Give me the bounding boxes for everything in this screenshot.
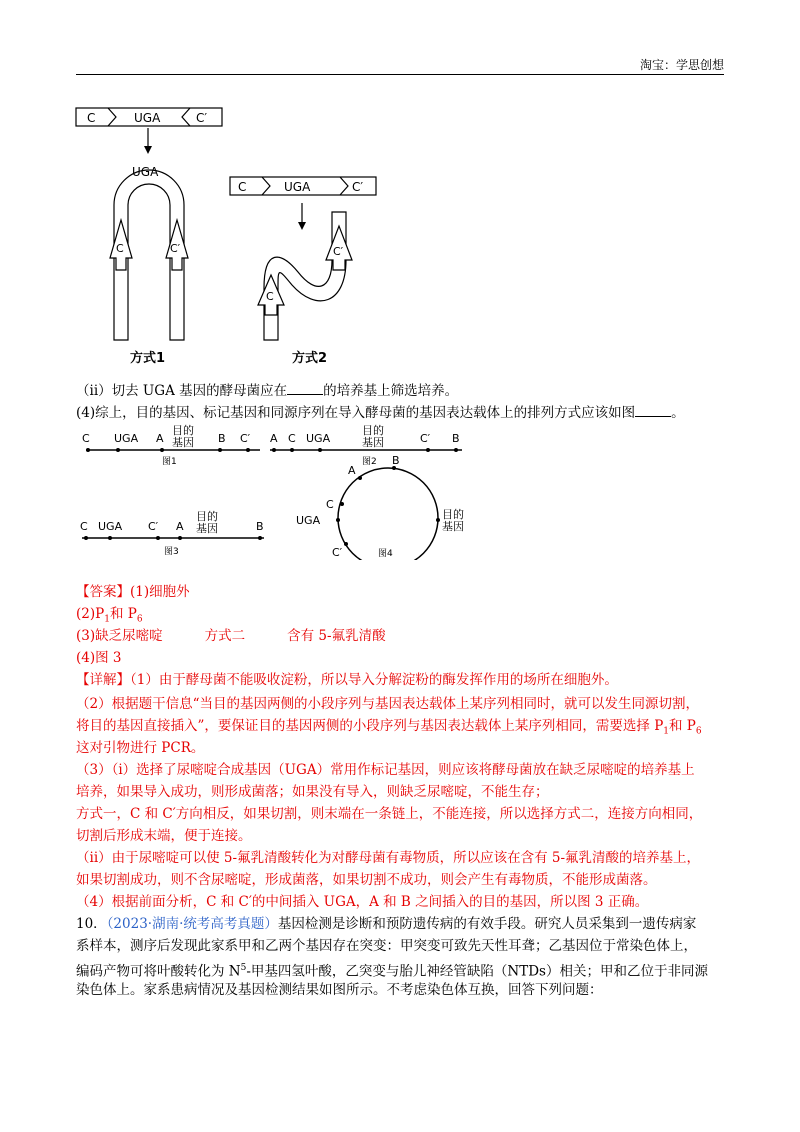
left-bar-c: C bbox=[87, 111, 96, 125]
caption-fig2: 图2 bbox=[362, 457, 377, 467]
diagram-label: B bbox=[256, 520, 264, 533]
caption-fig3: 图3 bbox=[164, 547, 179, 557]
answer-line-4: (4)图 3 bbox=[76, 650, 122, 666]
question-10-line-4: 染色体上。家系患病情况及基因检测结果如图所示。不考虑染色体互换，回答下列问题： bbox=[76, 982, 603, 998]
diagram-label: UGA bbox=[98, 520, 123, 533]
detail-line-9: （ii）由于尿嘧啶可以使 5-氟乳清酸转化为对酵母菌有毒物质，所以应该在含有 5-氟乳清酸的培养基上， bbox=[76, 850, 701, 866]
detail-line-1: 【详解】（1）由于酵母菌不能吸收淀粉，所以导入分解淀粉的酶发挥作用的场所在细胞外。 bbox=[76, 672, 618, 688]
detail-line-8: 切割后形成末端，便于连接。 bbox=[76, 828, 252, 844]
answer-line-2: $(2)P_1$和 $P_6$ bbox=[76, 606, 143, 625]
detail-line-11: （4）根据前面分析，C 和 C′的中间插入 UGA，A 和 B 之间插入的目的基因，所以图 3 正确。 bbox=[76, 894, 649, 910]
s-c: C bbox=[266, 290, 274, 303]
diagram-label: C′ bbox=[240, 432, 251, 445]
diagram-label: B bbox=[392, 454, 400, 467]
diagram-label: 目的 bbox=[442, 508, 464, 521]
diagram-label: UGA bbox=[296, 514, 321, 527]
diagram-label: A bbox=[156, 432, 164, 445]
detail-line-7: 方式一，C 和 C′方向相反，如果切割，则末端在一条链上，不能连接，所以选择方式二，连接方向相同， bbox=[76, 806, 703, 822]
caption-method1: 方式1 bbox=[130, 351, 166, 366]
diagram-label: C bbox=[288, 432, 296, 445]
diagram-label: A bbox=[270, 432, 278, 445]
question-10-line-1: 10．（2023·湖南·统考高考真题）基因检测是诊断和预防遗传病的有效手段。研究人员采集到一遗传病家 bbox=[76, 916, 697, 932]
detail-line-10: 如果切割成功，则不含尿嘧啶，形成菌落，如果切割不成功，则会产生有毒物质，不能形成菌落。 bbox=[76, 872, 657, 888]
right-bar-c2: C′ bbox=[352, 180, 364, 194]
question-4: (4)综上，目的基因、标记基因和同源序列在导入酵母菌的基因表达载体上的排列方式应该如图 。 bbox=[76, 402, 685, 423]
diagram-label: C bbox=[80, 520, 88, 533]
diagram-label: B bbox=[218, 432, 226, 445]
s-curve bbox=[264, 212, 346, 340]
diagram-label: 基因 bbox=[442, 520, 464, 533]
diagram-label: A bbox=[348, 464, 356, 477]
blank-ii bbox=[287, 380, 323, 395]
caption-fig4: 图4 bbox=[378, 549, 393, 559]
arch-uga: UGA bbox=[132, 165, 159, 179]
right-bar-uga: UGA bbox=[284, 180, 311, 194]
diagram-label: B bbox=[452, 432, 460, 445]
diagram-label: 基因 bbox=[362, 436, 384, 449]
right-bar-c: C bbox=[238, 180, 247, 194]
diagram-label: 基因 bbox=[172, 436, 194, 449]
page-header-source: 淘宝：学思创想 bbox=[639, 58, 724, 72]
answer-line-1: 【答案】(1)细胞外 bbox=[76, 584, 190, 600]
diagram-label: UGA bbox=[306, 432, 331, 445]
question-10-source: （2023·湖南·统考高考真题） bbox=[106, 916, 278, 932]
gene-maps bbox=[70, 420, 510, 560]
question-ii: （ii）切去 UGA 基因的酵母菌应在 的培养基上筛选培养。 bbox=[76, 380, 458, 401]
answer-line-3: (3)缺乏尿嘧啶 方式二 含有 5-氟乳清酸 bbox=[76, 628, 386, 644]
left-bar-c2: C′ bbox=[196, 111, 208, 125]
arch-c2: C′ bbox=[170, 242, 181, 255]
detail-line-6: 培养，如果导入成功，则形成菌落；如果没有导入，则缺乏尿嘧啶，不能生存； bbox=[76, 784, 549, 800]
diagram-label: C′ bbox=[332, 546, 343, 559]
diagram-label: 目的 bbox=[362, 424, 384, 437]
methods-diagram bbox=[70, 100, 390, 370]
diagram-label: A bbox=[176, 520, 184, 533]
header-divider bbox=[76, 74, 724, 75]
detail-line-5: （3）（i）选择了尿嘧啶合成基因（UGA）常用作标记基因，则应该将酵母菌放在缺乏尿嘧啶的培养基上 bbox=[76, 762, 695, 778]
caption-fig1: 图1 bbox=[162, 457, 177, 467]
diagram-label: UGA bbox=[114, 432, 139, 445]
detail-line-2: （2）根据题干信息“当目的基因两侧的小段序列与基因表达载体上某序列相同时，就可以发生同源切割， bbox=[76, 696, 699, 712]
blank-4 bbox=[635, 402, 671, 417]
caption-method2: 方式2 bbox=[292, 351, 328, 366]
diagram-label: 目的 bbox=[172, 424, 194, 437]
diagram-label: 目的 bbox=[196, 510, 218, 523]
diagram-label: C bbox=[326, 498, 334, 511]
detail-line-4: 这对引物进行 PCR。 bbox=[76, 740, 205, 756]
left-bar-uga: UGA bbox=[134, 111, 161, 125]
diagram-label: 基因 bbox=[196, 522, 218, 535]
question-10-line-3: 编码产物可将叶酸转化为 $N^5-$甲基四氢叶酸，乙突变与胎儿神经管缺陷（NTDs）相关；甲和乙位于非同源 bbox=[76, 963, 708, 980]
question-10-line-2: 系样本，测序后发现此家系甲和乙两个基因存在突变：甲突变可致先天性耳聋；乙基因位于常染色体上， bbox=[76, 938, 697, 954]
arch-c: C bbox=[116, 242, 124, 255]
diagram-label: C bbox=[82, 432, 90, 445]
diagram-label: C′ bbox=[420, 432, 431, 445]
detail-line-3: 将目的基因直接插入”，要保证目的基因两侧的小段序列与基因表达载体上某序列相同，需要选择 $P_1$和 $P_6$ bbox=[76, 718, 702, 737]
s-c2: C′ bbox=[333, 245, 344, 258]
diagram-label: C′ bbox=[148, 520, 159, 533]
